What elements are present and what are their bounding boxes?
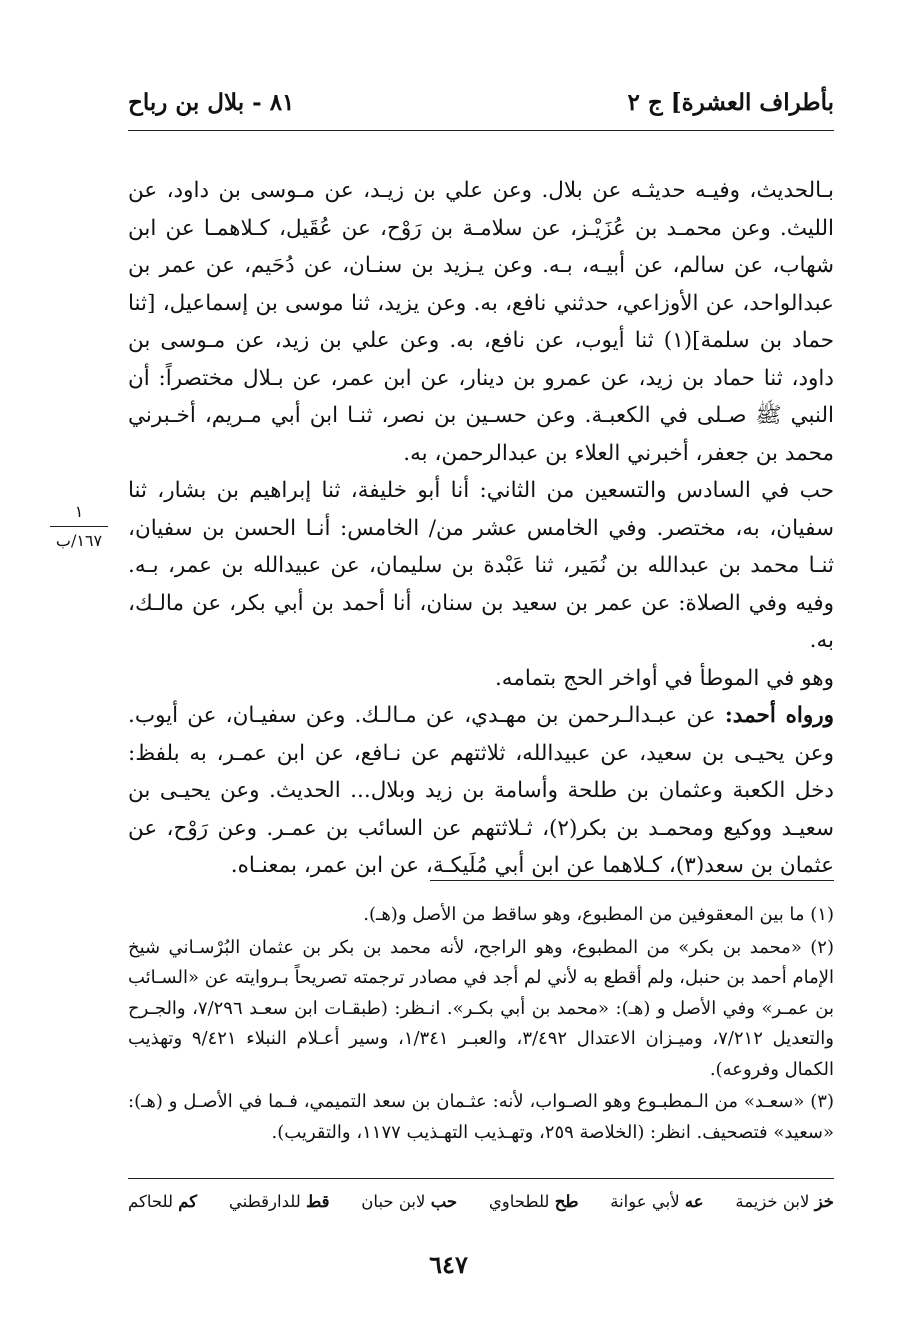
- abbr-item: [361, 1192, 457, 1211]
- abbr-code: خز: [814, 1192, 834, 1211]
- footnotes: [128, 900, 834, 1150]
- abbr-text: للطحاوي: [488, 1192, 550, 1211]
- abbr-item: [128, 1192, 197, 1211]
- abbr-code: عه: [684, 1192, 704, 1211]
- paragraph-4: ورواه أحمد: عن عبـدالـرحمن بن مهـدي، عن مـالـك. وعن سفيـان، عن أيوب. وعن يحيـى بن سعيد، عن عبيدالله، ثلاثتهم عن نـافع، عن ابن عمـر، به بلفظ: دخل الكعبة وعثمان بن طلحة وأسامة بن زيد وبلال... الحديث. وعن يحيـى بن سعيـد ووكيع ومحمـد بن بكر(٢)، ثـلاثتهم عن السائب بن عمـر. وعن رَوْح، عن عثمان بن سعد(٣)، كـلاهما عن ابن أبي مُلَيكـة، عن ابن عمر، بمعنـاه.: [128, 703, 834, 878]
- abbr-code: قط: [305, 1192, 330, 1211]
- abbr-text: لابن حبان: [361, 1192, 426, 1211]
- header-volume-title: بأطراف العشرة] ج ٢: [627, 88, 834, 116]
- paragraph-lead: ورواه أحمد:: [724, 703, 834, 728]
- abbr-item: [610, 1192, 703, 1211]
- abbreviations-key: [128, 1192, 834, 1211]
- abbr-code: طح: [554, 1192, 579, 1211]
- abbr-text: لابن خزيمة: [735, 1192, 810, 1211]
- abbreviations-divider: [128, 1178, 834, 1179]
- abbr-code: كم: [178, 1192, 198, 1211]
- paragraph-2: حب في السادس والتسعين من الثاني: أنا أبو خليفة، ثنا إبراهيم بن بشار، ثنا سفيان، به، مختصر. وفي الخامس عشر من/ الخامس: أنـا الحسن بن سفيان، ثنـا محمد بن عبدالله بن نُمَير، ثنا عَبْدة بن سليمان، عن عبيدالله بن عمر، بـه. وفيه وفي الصلاة: عن عمر بن سعيد بن سنان، أنا أحمد بن أبي بكر، عن مالـك، به.: [128, 478, 834, 653]
- abbr-code: حب: [430, 1192, 458, 1211]
- paragraph-1: بـالحديث، وفيـه حديثـه عن بلال. وعن علي بن زيـد، عن مـوسى بن داود، عن الليث. وعن محمـد بن عُزَيْـز، عن سلامـة بن رَوْح، عن عُقَيل، كـلاهمـا عن ابن شهاب، عن سالم، عن أبيـه، بـه. وعن يـزيد بن سنـان، عن دُحَيم، عن عمر بن عبدالواحد، عن الأوزاعي، حدثني نافع، به. وعن يزيد، ثنا موسى بن إسماعيل، [ثنا حماد بن سلمة](١) ثنا أيوب، عن نافع، به. وعن علي بن زيد، عن مـوسى بن داود، ثنا حماد بن زيد، عن عمرو بن دينار، عن ابن عمر، عن بـلال مختصراً: أن النبي ﷺ صـلى في الكعبـة. وعن حسـين بن نصر، ثنـا ابن أبي مـريم، أخـبرني محمد بن جعفر، أخبرني العلاء بن عبدالرحمن، به.: [128, 178, 834, 466]
- footnote-1: (١) ما بين المعقوفين من المطبوع، وهو ساقط من الأصل و(هـ).: [363, 904, 834, 925]
- header-chapter-title: ٨١ - بلال بن رباح: [128, 88, 295, 116]
- folio-divider: [50, 526, 108, 527]
- abbr-item: [735, 1192, 834, 1211]
- folio-number: ١٦٧/ب: [55, 531, 103, 550]
- abbr-text: لأبي عوانة: [610, 1192, 680, 1211]
- paragraph-3: وهو في الموطأ في أواخر الحج بتمامه.: [494, 665, 834, 691]
- abbr-text: للحاكم: [128, 1192, 174, 1211]
- main-text: [128, 172, 834, 885]
- abbr-item: [489, 1192, 579, 1211]
- footnote-3: (٣) «سعـد» من الـمطبـوع وهو الصـواب، لأنه: عثـمان بن سعد التميمي، فـما في الأصـل و (هـ): «سعيد» فتصحيف. انظر: (الخلاصة ٢٥٩، وتهـذيب التهـذيب ١١٧٧، والتقريب).: [128, 1091, 834, 1143]
- abbr-item: [229, 1192, 330, 1211]
- page-number: ٦٤٧: [429, 1250, 468, 1279]
- manuscript-folio-note: [44, 502, 114, 551]
- abbr-text: للدارقطني: [228, 1192, 301, 1211]
- folio-marker: ١: [74, 502, 84, 521]
- footnote-2: (٢) «محمد بن بكر» من المطبوع، وهو الراجح، لأنه محمد بن بكر بن عثمان البُرْسـاني شيخ الإمام أحمد بن حنبل، ولم أقطع به لأني لم أجد في مصادر ترجمته تصريحاً بـروايته عن «السـائب بن عمـر» وفي الأصل و (هـ): «محمد بن أبي بكـر». انـظر: (طبقـات ابن سعـد ٧/٢٩٦، والجـرح والتعديل ٧/٢١٢، وميـزان الاعتدال ٣/٤٩٢، والعبـر ١/٣٤١، وسير أعـلام النبلاء ٩/٤٢١ وتهذيب الكمال وفروعه).: [127, 936, 834, 1080]
- footnote-divider: [430, 880, 834, 881]
- header-divider: [128, 130, 834, 131]
- running-header: [128, 82, 834, 122]
